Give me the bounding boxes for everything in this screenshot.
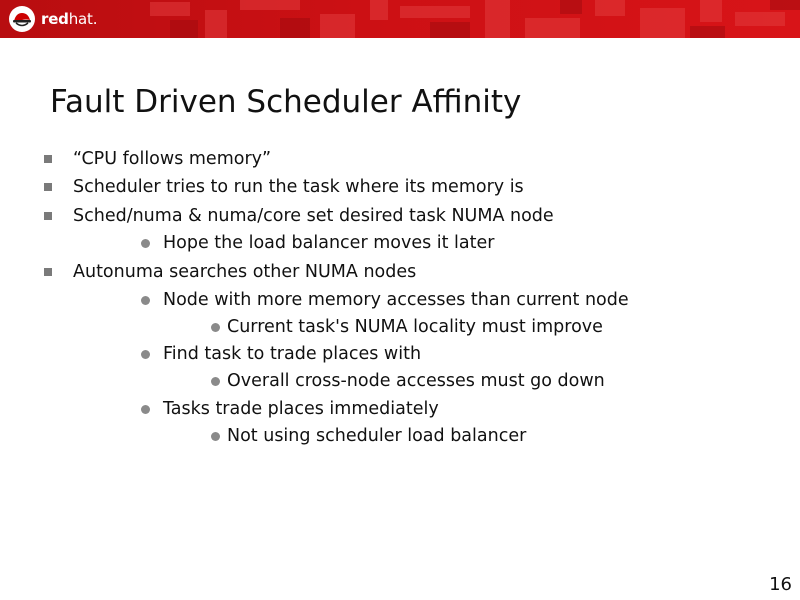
bullet-item — [44, 174, 524, 200]
bullet-text: Scheduler tries to run the task where its memory is — [73, 177, 524, 197]
header-banner — [0, 0, 800, 38]
bullet-item — [44, 146, 271, 172]
bullet-text: Overall cross-node accesses must go down — [227, 371, 605, 391]
page-number: 16 — [769, 574, 792, 595]
bullet-item — [44, 203, 554, 229]
dot-bullet-icon — [141, 405, 150, 414]
bullet-item — [211, 423, 526, 449]
bullet-item — [44, 259, 416, 285]
square-bullet-icon — [44, 212, 52, 220]
shadowman-icon — [8, 5, 36, 33]
square-bullet-icon — [44, 268, 52, 276]
dot-bullet-icon — [141, 296, 150, 305]
dot-bullet-icon — [211, 432, 220, 441]
bullet-text: Autonuma searches other NUMA nodes — [73, 262, 417, 282]
square-bullet-icon — [44, 155, 52, 163]
bullet-item — [211, 314, 603, 340]
dot-bullet-icon — [141, 239, 150, 248]
header-pattern — [0, 0, 800, 38]
dot-bullet-icon — [141, 350, 150, 359]
square-bullet-icon — [44, 183, 52, 191]
bullet-text: Hope the load balancer moves it later — [163, 233, 495, 253]
slide-title: Fault Driven Scheduler Affinity — [50, 84, 522, 120]
dot-bullet-icon — [211, 323, 220, 332]
bullet-item — [141, 230, 494, 256]
bullet-text: Node with more memory accesses than current node — [163, 290, 629, 310]
bullet-item — [141, 396, 439, 422]
bullet-text: Current task's NUMA locality must improve — [227, 317, 603, 337]
bullet-item — [211, 368, 605, 394]
bullet-text: Sched/numa & numa/core set desired task NUMA node — [73, 206, 554, 226]
logo-wordmark: redhat. — [41, 10, 98, 28]
bullet-text: Not using scheduler load balancer — [227, 426, 527, 446]
bullet-item — [141, 341, 421, 367]
bullet-text: “CPU follows memory” — [73, 149, 272, 169]
bullet-item — [141, 287, 629, 313]
bullet-text: Find task to trade places with — [163, 344, 422, 364]
redhat-logo — [8, 5, 97, 33]
dot-bullet-icon — [211, 377, 220, 386]
bullet-text: Tasks trade places immediately — [163, 399, 439, 419]
